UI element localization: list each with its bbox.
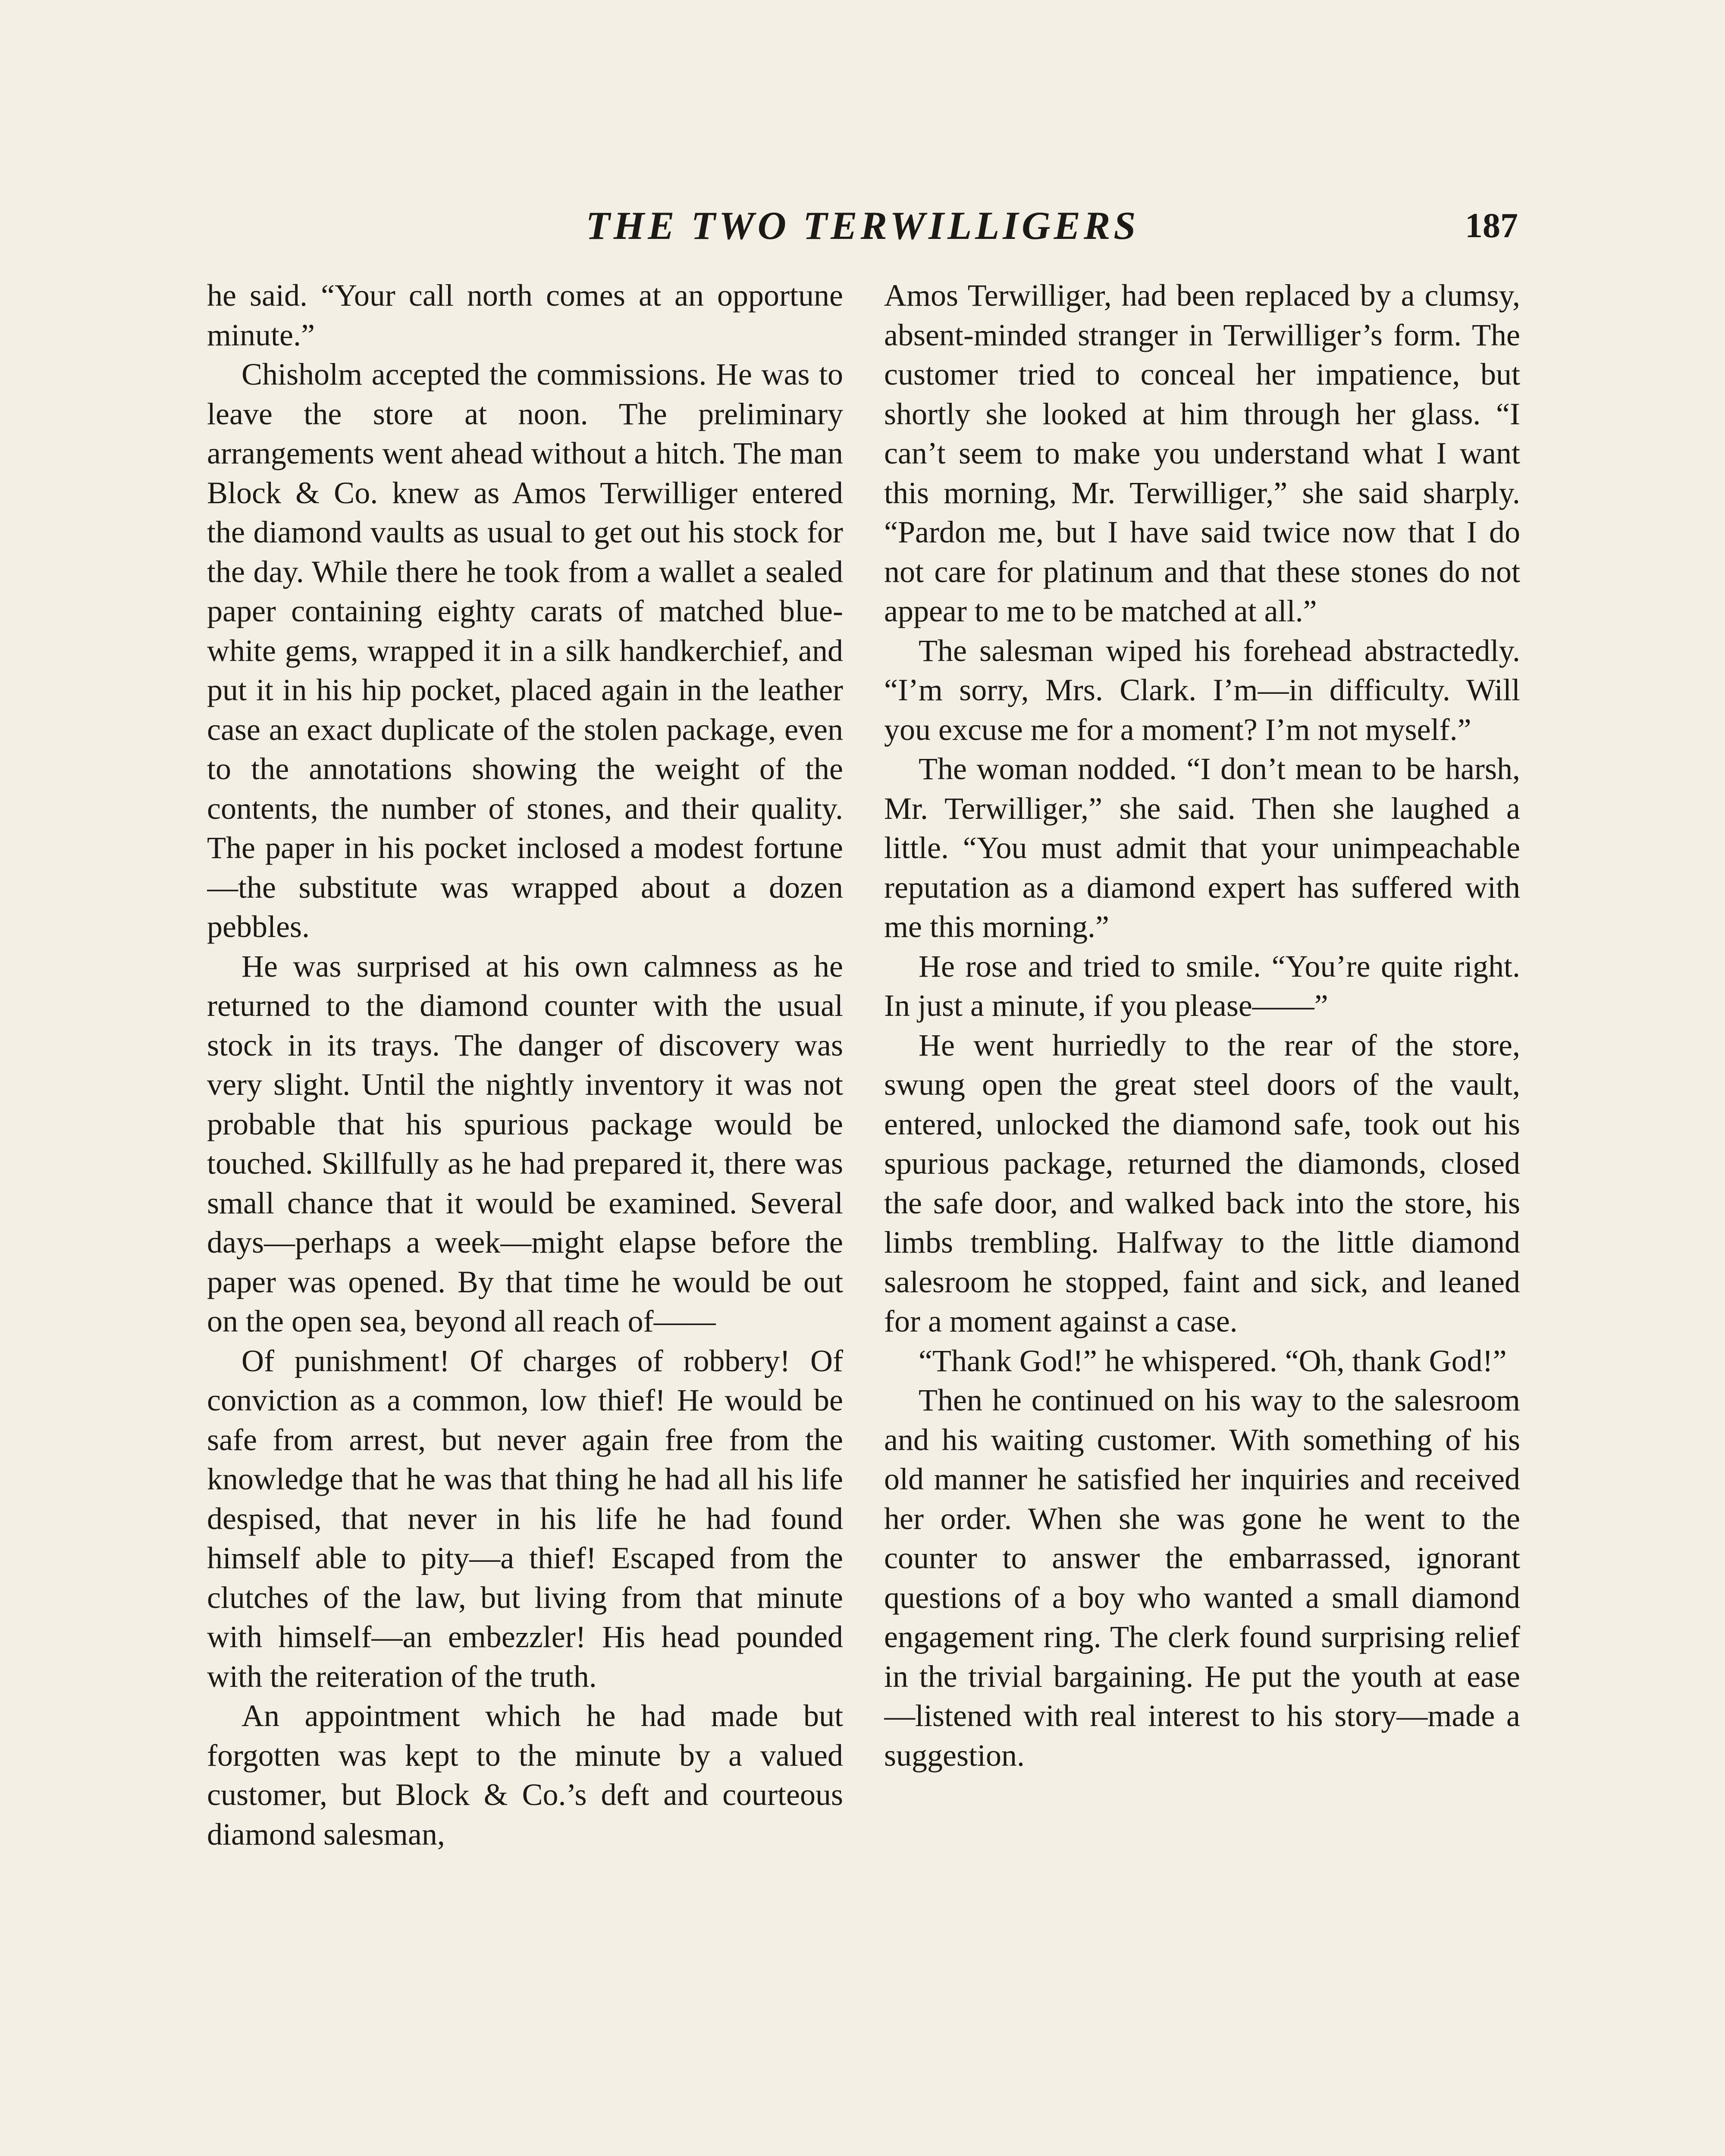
paragraph: Of punishment! Of charges of robbery! Of conviction as a common, low thief! He would be safe from arrest, but never again free from the knowledge that he was that thing he had all his life despised, that never in his life he had found himself able to pity—a thief! Escaped from the clutches of the law, but living from that minute with himself—an embezzler! His head pounded with the reiteration of the truth.	[207, 1343, 843, 1694]
paragraph: The salesman wiped his forehead abstractedly. “I’m sorry, Mrs. Clark. I’m—in difficulty. Will you excuse me for a moment? I’m not myself.”	[884, 633, 1520, 747]
paragraph: He went hurriedly to the rear of the store, swung open the great steel doors of the vault, entered, unlocked the diamond safe, took out his spurious package, returned the diamonds, closed the safe door, and walked back into the store, his limbs trembling. Halfway to the little diamond salesroom he stopped, faint and sick, and leaned for a moment against a case.	[884, 1028, 1520, 1338]
paragraph: Chisholm accepted the commissions. He was to leave the store at noon. The preliminary arrangements went ahead without a hitch. The man Block & Co. knew as Amos Terwilliger entered the diamond vaults as usual to get out his stock for the day. While there he took from a wallet a sealed paper containing eighty carats of matched blue-white gems, wrapped it in a silk handkerchief, and put it in his hip pocket, placed again in the leather case an exact duplicate of the stolen package, even to the annotations showing the weight of the contents, the number of stones, and their quality. The paper in his pocket inclosed a modest fortune—the substitute was wrapped about a dozen pebbles.	[207, 357, 843, 944]
right-column	[884, 276, 1520, 2156]
paragraph: Amos Terwilliger, had been replaced by a clumsy, absent-minded stranger in Terwilliger’s form. The customer tried to conceal her impatience, but shortly she looked at him through her glass. “I can’t seem to make you understand what I want this morning, Mr. Terwilliger,” she said sharply. “Pardon me, but I have said twice now that I do not care for platinum and that these stones do not appear to me to be matched at all.”	[884, 278, 1520, 628]
paragraph: he said. “Your call north comes at an opportune minute.”	[207, 278, 843, 352]
paragraph: An appointment which he had made but forgotten was kept to the minute by a valued customer, but Block & Co.’s deft and courteous diamond salesman,	[207, 1698, 843, 1852]
left-column	[207, 276, 843, 2156]
paragraph: “Thank God!” he whispered. “Oh, thank God!”	[919, 1343, 1507, 1378]
paragraph: Then he continued on his way to the salesroom and his waiting customer. With something of his old manner he satisfied her inquiries and received her order. When she was gone he went to the counter to answer the embarrassed, ignorant questions of a boy who wanted a small diamond engagement ring. The clerk found surprising relief in the trivial bargaining. He put the youth at ease—listened with real interest to his story—made a suggestion.	[884, 1383, 1520, 1773]
running-head	[207, 203, 1518, 254]
paragraph: He was surprised at his own calmness as he returned to the diamond counter with the usual stock in its trays. The danger of discovery was very slight. Until the nightly inventory it was not probable that his spurious package would be touched. Skillfully as he had prepared it, there was small chance that it would be examined. Several days—perhaps a week—might elapse before the paper was opened. By that time he would be out on the open sea, beyond all reach of——	[207, 949, 843, 1338]
page-number: 187	[1465, 206, 1518, 245]
paragraph: He rose and tried to smile. “You’re quite right. In just a minute, if you please——”	[884, 949, 1520, 1023]
running-title: THE TWO TERWILLIGERS	[586, 204, 1139, 248]
paragraph: The woman nodded. “I don’t mean to be harsh, Mr. Terwilliger,” she said. Then she laughed a little. “You must admit that your unimpeachable reputation as a diamond expert has suffered with me this morning.”	[884, 752, 1520, 944]
